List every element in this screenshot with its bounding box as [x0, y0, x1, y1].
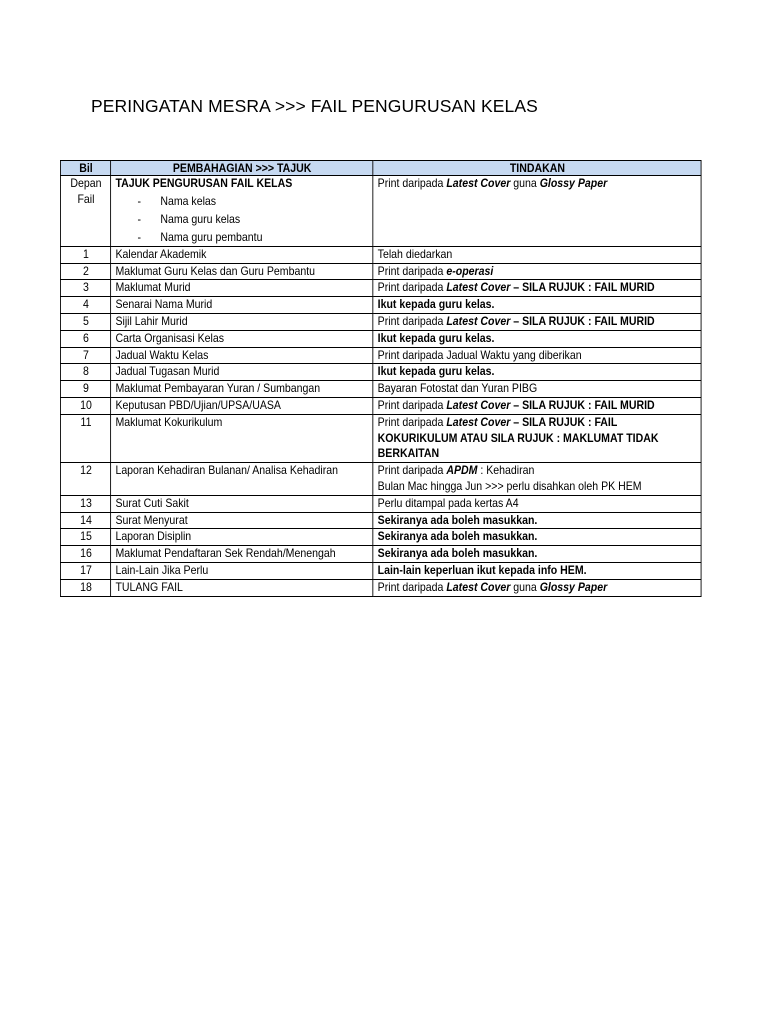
- tindakan-cell: [373, 176, 701, 247]
- tajuk-cell: Lain-Lain Jika Perlu: [111, 562, 373, 579]
- tindakan-emphasis: Glossy Paper: [539, 176, 608, 190]
- tindakan-cell: [373, 280, 701, 297]
- bil-cell: 17: [60, 562, 110, 579]
- table-row: [60, 562, 701, 579]
- bil-cell: 14: [60, 512, 110, 529]
- tindakan-emphasis: Latest Cover: [446, 176, 511, 190]
- bil-cell: 4: [60, 297, 110, 314]
- tajuk-cell: Maklumat Murid: [111, 280, 373, 297]
- tajuk-cell: [111, 176, 373, 247]
- tindakan-text: Print daripada: [377, 313, 447, 328]
- bil-cell: 8: [60, 364, 110, 381]
- tindakan-cell: [373, 397, 701, 414]
- tindakan-emphasis: Latest Cover: [446, 397, 511, 412]
- tindakan-text: Print daripada: [377, 176, 447, 190]
- tindakan-bold: – SILA RUJUK : FAIL MURID: [510, 280, 655, 295]
- tajuk-cell: Sijil Lahir Murid: [111, 313, 373, 330]
- bil-cell: [60, 176, 110, 247]
- tindakan-text: guna: [510, 176, 540, 190]
- tindakan-cell: Sekiranya ada boleh masukkan.: [373, 512, 701, 529]
- bil-cell: 3: [60, 280, 110, 297]
- tajuk-cell: Maklumat Kokurikulum: [111, 414, 373, 462]
- table-row: [60, 381, 701, 398]
- header-tajuk: PEMBAHAGIAN >>> TAJUK: [111, 161, 373, 176]
- tajuk-cell: Keputusan PBD/Ujian/UPSA/UASA: [111, 397, 373, 414]
- tindakan-cell: [373, 463, 701, 496]
- header-tindakan: TINDAKAN: [373, 161, 701, 176]
- tindakan-emphasis: Latest Cover: [446, 579, 511, 594]
- tindakan-text: Print daripada: [377, 280, 447, 295]
- tindakan-cell: Lain-lain keperluan ikut kepada info HEM.: [373, 562, 701, 579]
- tindakan-text: Print daripada: [377, 263, 447, 278]
- bil-cell: 6: [60, 330, 110, 347]
- table-row: [60, 280, 701, 297]
- tajuk-cell: Maklumat Pembayaran Yuran / Sumbangan: [111, 381, 373, 398]
- tajuk-cell: Laporan Disiplin: [111, 529, 373, 546]
- header-bil: Bil: [60, 161, 110, 176]
- bil-cell: 9: [60, 381, 110, 398]
- table-row: [60, 397, 701, 414]
- table-row: [60, 347, 701, 364]
- table-row-front: [60, 176, 701, 247]
- tindakan-cell: Ikut kepada guru kelas.: [373, 330, 701, 347]
- bil-cell: 13: [60, 495, 110, 512]
- table-row: [60, 263, 701, 280]
- tindakan-emphasis: e-operasi: [446, 263, 494, 278]
- table-row: [60, 297, 701, 314]
- tindakan-bold: – SILA RUJUK : FAIL MURID: [510, 397, 655, 412]
- bil-cell: 11: [60, 414, 110, 462]
- tindakan-cell: [373, 263, 701, 280]
- list-item: - Nama guru pembantu: [115, 228, 368, 246]
- tajuk-cell: Jadual Waktu Kelas: [111, 347, 373, 364]
- table-row: [60, 246, 701, 263]
- tindakan-bold: – SILA RUJUK : FAIL KOKURIKULUM ATAU SILA RUJUK : MAKLUMAT TIDAK BERKAITAN: [377, 414, 659, 461]
- bil-cell: 2: [60, 263, 110, 280]
- list-item: - Nama guru kelas: [115, 210, 368, 228]
- tajuk-heading: TAJUK PENGURUSAN FAIL KELAS: [115, 176, 293, 190]
- tindakan-cell: Print daripada Jadual Waktu yang diberikan: [373, 347, 701, 364]
- table-header-row: [60, 161, 701, 176]
- tajuk-cell: Maklumat Pendaftaran Sek Rendah/Menengah: [111, 546, 373, 563]
- bil-cell: 18: [60, 579, 110, 596]
- tindakan-cell: [373, 313, 701, 330]
- tindakan-cell: Ikut kepada guru kelas.: [373, 297, 701, 314]
- tajuk-sub-list: [115, 192, 368, 246]
- table-row: [60, 463, 701, 496]
- tindakan-text: Print daripada: [377, 579, 447, 594]
- tindakan-emphasis: Latest Cover: [446, 414, 511, 429]
- bil-line: Fail: [77, 191, 95, 206]
- tindakan-cell: Sekiranya ada boleh masukkan.: [373, 529, 701, 546]
- tindakan-cell: Telah diedarkan: [373, 246, 701, 263]
- tindakan-cell: Sekiranya ada boleh masukkan.: [373, 546, 701, 563]
- table-row: [60, 579, 701, 596]
- list-item: - Nama kelas: [115, 192, 368, 210]
- tindakan-text: Print daripada: [377, 397, 447, 412]
- bil-cell: 5: [60, 313, 110, 330]
- tajuk-cell: Carta Organisasi Kelas: [111, 330, 373, 347]
- table-row: [60, 546, 701, 563]
- tindakan-cell: [373, 414, 701, 462]
- bil-cell: 16: [60, 546, 110, 563]
- table-row: [60, 414, 701, 462]
- table-row: [60, 313, 701, 330]
- document-title: PERINGATAN MESRA >>> FAIL PENGURUSAN KELAS: [91, 96, 538, 116]
- table-row: [60, 495, 701, 512]
- tindakan-cell: Bayaran Fotostat dan Yuran PIBG: [373, 381, 701, 398]
- file-contents-table: [60, 160, 702, 597]
- tajuk-cell: Laporan Kehadiran Bulanan/ Analisa Kehadiran: [111, 463, 373, 496]
- tindakan-cell: Ikut kepada guru kelas.: [373, 364, 701, 381]
- tindakan-emphasis: Latest Cover: [446, 313, 511, 328]
- tajuk-cell: Surat Menyurat: [111, 512, 373, 529]
- bil-cell: 1: [60, 246, 110, 263]
- table-row: [60, 529, 701, 546]
- tindakan-line: Bulan Mac hingga Jun >>> perlu disahkan oleh PK HEM: [377, 478, 642, 493]
- bil-cell: 15: [60, 529, 110, 546]
- tajuk-cell: Senarai Nama Murid: [111, 297, 373, 314]
- tindakan-text: Print daripada: [377, 463, 447, 478]
- tindakan-cell: [373, 579, 701, 596]
- bil-cell: 12: [60, 463, 110, 496]
- tajuk-cell: TULANG FAIL: [111, 579, 373, 596]
- tajuk-cell: Kalendar Akademik: [111, 246, 373, 263]
- table-row: [60, 364, 701, 381]
- tindakan-text: guna: [510, 579, 540, 594]
- tindakan-bold: – SILA RUJUK : FAIL MURID: [510, 313, 655, 328]
- tindakan-emphasis: APDM: [446, 463, 478, 478]
- bil-cell: 7: [60, 347, 110, 364]
- bil-cell: 10: [60, 397, 110, 414]
- tajuk-cell: Surat Cuti Sakit: [111, 495, 373, 512]
- tindakan-cell: Perlu ditampal pada kertas A4: [373, 495, 701, 512]
- tindakan-text: : Kehadiran: [477, 463, 535, 478]
- tindakan-emphasis: Glossy Paper: [539, 579, 608, 594]
- bil-line: Depan: [70, 176, 102, 190]
- tajuk-cell: Maklumat Guru Kelas dan Guru Pembantu: [111, 263, 373, 280]
- table-row: [60, 330, 701, 347]
- tajuk-cell: Jadual Tugasan Murid: [111, 364, 373, 381]
- tindakan-emphasis: Latest Cover: [446, 280, 511, 295]
- tindakan-text: Print daripada: [377, 414, 447, 429]
- table-row: [60, 512, 701, 529]
